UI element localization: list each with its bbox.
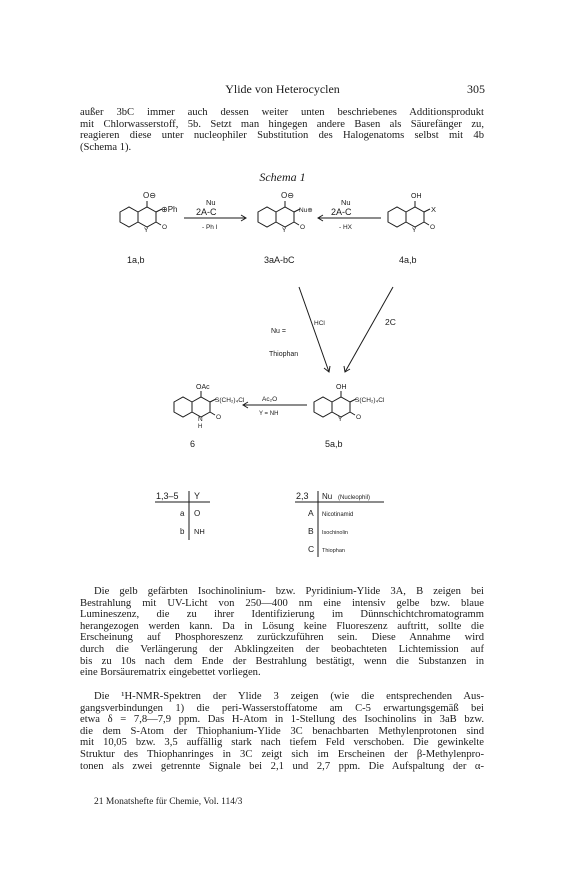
text-line: herangezogen werden kann. Da in Lösung keine Fluoreszenz auftritt, sollte die (80, 620, 484, 632)
text-line: Struktur des Thiophanringes in 3C zeigt sich im Erscheinen der β-Methylenpro- (80, 748, 484, 760)
table-left-key: b (180, 527, 185, 536)
arrow1-reagent: Nu (206, 198, 216, 207)
table-right-val: Thiophan (322, 548, 345, 554)
table-right-val: Nicotinamid (322, 512, 354, 518)
atom-label: X (431, 205, 437, 214)
paragraph-luminescence (80, 586, 484, 679)
atom-label: OH (411, 193, 422, 200)
arrow3-condition: Y = NH (259, 411, 279, 417)
arrow2-reagent-2: 2A-C (331, 207, 352, 217)
atom-label: O (356, 414, 362, 421)
atom-label: O⊖ (281, 191, 294, 200)
arrow-2c-label: 2C (385, 317, 396, 327)
arrow-3-to-5 (299, 287, 329, 372)
structure-1 (120, 201, 162, 227)
table-right-header-note: (Nucleophil) (338, 495, 371, 501)
text-line: Erscheinung auf Phosphoreszenz zurückzuführen sein. Diese Annahme wird (80, 632, 484, 644)
schema-title: Schema 1 (259, 170, 306, 184)
text-line: mit 10,05 bzw. 3,5 auffällig stark nach tiefem Feld verschoben. Die gewinkelte (80, 737, 484, 749)
text-line: durch die Verlängerung der Abklingzeiten der beobachteten Lichtemission auf (80, 643, 484, 655)
text-line: mit Chlorwasserstoff, 5b. Setzt man hingegen andere Basen als Säurefänger zu, (80, 118, 484, 130)
atom-label: O (162, 224, 168, 231)
structure-5 (314, 391, 356, 417)
text-line: Bestrahlung mit UV-Licht von 250—400 nm eine intensiv gelbe bzw. blaue (80, 597, 484, 609)
table-left-key: a (180, 509, 185, 518)
table-left-header-key: 1,3–5 (156, 491, 179, 501)
compound-label-3: 3aA-bC (264, 255, 295, 265)
text-line: tonen als zwei getrennte Signale bei 2,1 und 2,7 ppm. Die Aufspaltung der α- (80, 760, 484, 772)
table-right-header-key: 2,3 (296, 491, 309, 501)
text-line: eine Borsäurematrix eingebettet vorliegen. (80, 667, 261, 679)
compound-label-5: 5a,b (325, 439, 343, 449)
atom-label: O (216, 414, 222, 421)
structure-4 (388, 201, 430, 227)
arrow-hcl-label: HCl (314, 320, 325, 327)
atom-label: O⊖ (143, 191, 156, 200)
arrow3-reagent: Ac₂O (262, 396, 278, 403)
text-line: Lumineszenz, die zu ihrer Identifizierung im Dünnschichtchromatogramm (80, 609, 484, 621)
atom-label: ⊕Ph (161, 205, 178, 214)
table-right-key: A (308, 508, 314, 518)
compound-label-6: 6 (190, 439, 196, 449)
structure-6 (174, 391, 216, 417)
table-right-header-val: Nu (322, 492, 333, 501)
text-line: außer 3bC immer auch dessen weiter unten beschriebenes Additionsprodukt (80, 107, 484, 118)
table-right-key: B (308, 526, 314, 536)
paragraph-nmr (80, 691, 484, 772)
nu-value-label: Thiophan (269, 351, 299, 358)
arrow2-byproduct: - HX (339, 224, 352, 231)
table-right-val: Isochinolin (322, 530, 348, 536)
atom-label: Y (282, 227, 287, 234)
table-left-header-val: Y (194, 491, 201, 501)
atom-label: O (300, 224, 306, 231)
arrow2-reagent: Nu (341, 198, 351, 207)
atom-label: OAc (196, 384, 210, 391)
page-number: 305 (467, 82, 485, 96)
compound-label-4: 4a,b (399, 255, 417, 265)
atom-label: N (198, 416, 203, 423)
atom-label: Nu⊕ (299, 207, 313, 214)
atom-label: O (430, 224, 436, 231)
atom-label: OH (336, 384, 347, 391)
running-header-title: Ylide von Heterocyclen (225, 82, 340, 96)
table-right-key: C (308, 544, 315, 554)
nu-equals-label: Nu = (271, 328, 286, 335)
arrow-4-to-5 (345, 287, 393, 372)
atom-label: Y (338, 416, 343, 423)
atom-label: H (198, 424, 203, 430)
atom-label: Y (412, 227, 417, 234)
table-left-val: O (194, 509, 201, 518)
text-line: Die ¹H-NMR-Spektren der Ylide 3 zeigen (wie die entsprechenden Aus- (94, 691, 484, 702)
text-line: gangsverbindungen 1) die peri-Wasserstoffatome am C-5 erwartungsgemäß bei (80, 702, 484, 714)
arrow1-byproduct: - Ph I (202, 224, 218, 231)
text-line: (Schema 1). (80, 141, 132, 153)
atom-label: S(CH₂)₄Cl (355, 397, 385, 404)
structure-3 (258, 201, 300, 227)
text-line: die dem S-Atom der Thiophanium-Ylide 3C benachbarten Methylenprotonen sind (80, 725, 484, 737)
footer-journal: 21 Monatshefte für Chemie, Vol. 114/3 (94, 797, 243, 807)
atom-label: Y (144, 227, 149, 234)
arrow1-reagent-2: 2A-C (196, 207, 217, 217)
atom-label: S(CH₂)₄Cl (215, 397, 245, 404)
text-line: bis zu 10s nach dem Ende der Bestrahlung bestätigt, wenn die Substanzen in (80, 655, 484, 667)
table-left-val: NH (194, 527, 205, 536)
text-line: Die gelb gefärbten Isochinolinium- bzw. Pyridinium-Ylide 3A, B zeigen bei (94, 586, 484, 597)
text-line: etwa δ = 7,8—7,9 ppm. Das H-Atom in 1-Stellung des Isochinolins in 3aB bzw. (80, 714, 484, 726)
text-line: reagieren diese unter nucleophiler Substitution des Halogenatoms selbst mit 4b (80, 130, 484, 142)
compound-label-1: 1a,b (127, 255, 145, 265)
